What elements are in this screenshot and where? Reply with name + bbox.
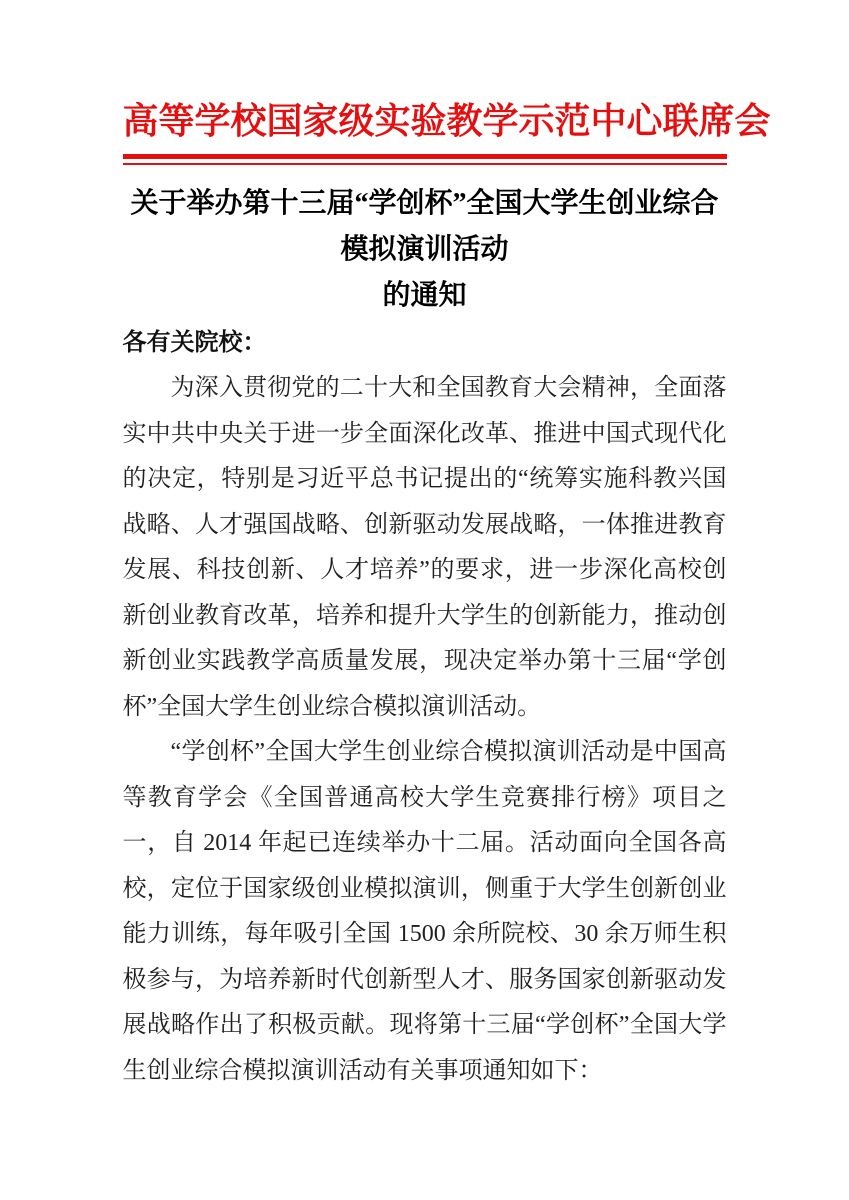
content-column [122, 0, 771, 1094]
divider-thick-rule [123, 154, 727, 159]
body-paragraph: “学创杯”全国大学生创业综合模拟演训活动是中国高等教育学会《全国普通高校大学生竞赛排行榜》项目之一，自 2014 年起已连续举办十二届。活动面向全国各高校，定位于国家级创业模拟演训，侧重于大学生创新创业能力训练，每年吸引全国 1500 余所院校、30 余万师生积极参与，为培养新时代创新型人才、服务国家创新驱动发展战略作出了积极贡献。现将第十三届“学创杯”全国大学生创业综合模拟演训活动有关事项通知如下： [122, 739, 727, 1084]
divider-thin-rule [123, 163, 727, 165]
letterhead-divider [123, 154, 727, 165]
salutation: 各有关院校： [122, 329, 267, 356]
notice-body [123, 321, 727, 1095]
letterhead-title: 高等学校国家级实验教学示范中心联席会 [122, 101, 771, 141]
notice-title-line-2: 的通知 [382, 279, 467, 311]
body-paragraph: 为深入贯彻党的二十大和全国教育大会精神，全面落实中共中央关于进一步全面深化改革、推进中国式现代化的决定，特别是习近平总书记提出的“统筹实施科教兴国战略、人才强国战略、创新驱动发展战略，一体推进教育发展、科技创新、人才培养”的要求，进一步深化高校创新创业教育改革，培养和提升大学生的创新能力，推动创新创业实践教学高质量发展，现决定举办第十三届“学创杯”全国大学生创业综合模拟演训活动。 [122, 375, 727, 720]
notice-title [123, 181, 727, 319]
notice-title-line-1: 关于举办第十三届“学创杯”全国大学生创业综合模拟演训活动 [130, 187, 719, 265]
